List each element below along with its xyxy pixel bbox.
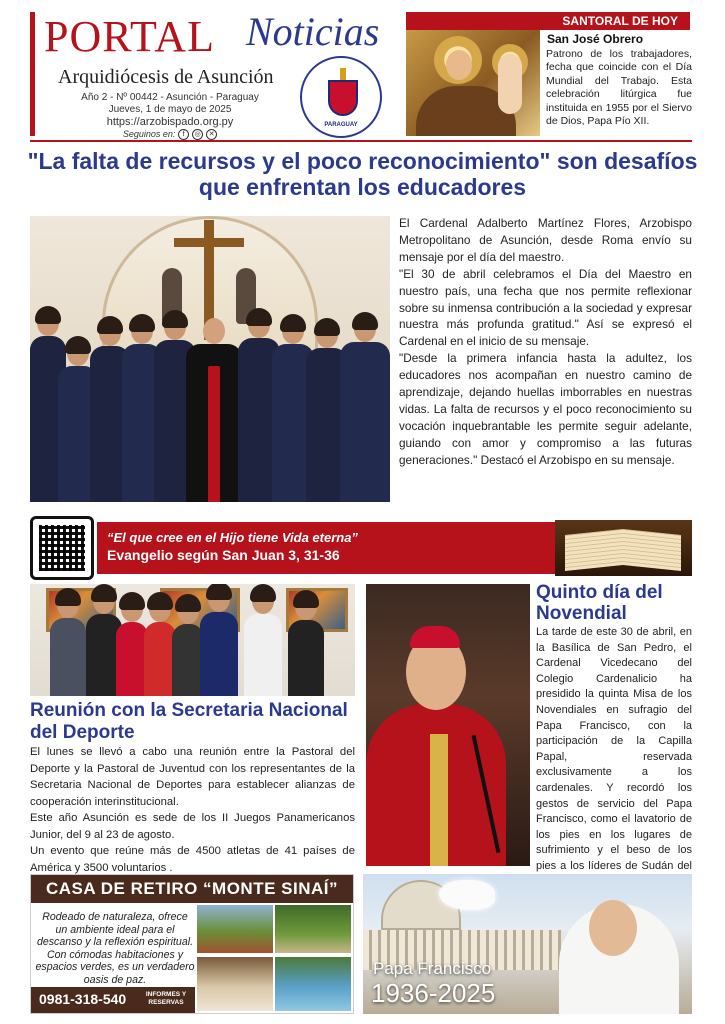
teachers-group-photo: [30, 216, 390, 502]
santoral-text: Patrono de los trabajadores, fecha que coincide con el Día Mundial del Trabajo. Esta celebración litúrgica fue instituida en 1955 por el Siervo de Dios, Papa Pío XII.: [546, 48, 692, 128]
masthead-meta: [64, 92, 276, 141]
retreat-phone[interactable]: 0981-318-540: [39, 991, 127, 1007]
pope-name: Papa Francisco: [373, 959, 492, 978]
x-icon[interactable]: ✕: [206, 129, 217, 140]
masthead-divider: [30, 140, 692, 142]
main-article-body: [399, 215, 692, 469]
retreat-photo-pool: [275, 957, 351, 1011]
retreat-house-text: Rodeado de naturaleza, ofrece un ambiente ideal para el descanso y la reflexión espiritual. Con cómodas habitaciones y espacios verdes, es un verdadero oasis de paz.: [35, 911, 195, 986]
pope-francis-tribute: [363, 874, 692, 1014]
masthead-subtitle: Arquidiócesis de Asunción: [58, 66, 274, 88]
main-article-p3: "Desde la primera infancia hasta la adultez, los educadores nos acompañan en nuestro camino de aprendizaje, dejando huellas imborrables en nuestras vidas. La falta de recursos y el poco reconocimiento su vocación inquebrantable les permite seguir adelante, guiando con amor y compromiso a las futuras generaciones." Destacó el Arzobispo en su mensaje.: [399, 351, 692, 467]
gospel-banner: [97, 522, 597, 574]
sports-article-p1: El lunes se llevó a cabo una reunión entre la Pastoral del Deporte y la Pastoral de Juventud con los representantes de la Secretaria Nacional de Deportes para establecer alianzas de cooperación interinstitucional.: [30, 746, 355, 808]
retreat-info-label: INFORMES Y RESERVAS: [145, 991, 187, 1006]
main-article-p2: "El 30 de abril celebramos el Día del Maestro en nuestro país, una fecha que nos permite reflexionar sobre su inmensa contribución a la sociedad y expresar nuestra más profunda gratitud." Así se expresó el Cardenal en el inicio de su mensaje.: [399, 266, 692, 349]
retreat-photo-hall: [197, 957, 273, 1011]
sports-article-title: Reunión con la Secretaria Nacional del Deporte: [30, 700, 348, 743]
santoral-image: [406, 30, 540, 136]
sports-article-body: [30, 744, 355, 876]
masthead-noticias: Noticias: [246, 9, 380, 54]
follow-label: Seguinos en:: [122, 129, 176, 139]
date-line: Jueves, 1 de mayo de 2025: [108, 104, 232, 115]
masthead-accent-bar: [30, 12, 35, 136]
archdiocese-seal: [300, 56, 382, 138]
retreat-photo-chapel: [197, 905, 273, 953]
novendial-title: Quinto día del Novendial: [536, 582, 663, 624]
retreat-photo-forest: [275, 905, 351, 953]
qr-code[interactable]: [30, 516, 94, 580]
santoral-header: SANTORAL DE HOY: [406, 12, 690, 30]
bible-image: [555, 520, 692, 576]
edition-line: Año 2 - Nº 00442 - Asunción - Paraguay: [81, 92, 259, 103]
masthead-portal-text: PORTAL: [44, 12, 215, 61]
seal-label: PARAGUAY: [324, 122, 358, 128]
cardinal-photo: [366, 584, 530, 866]
main-article-p1: El Cardenal Adalberto Martínez Flores, Arzobispo Metropolitano de Asunción, desde Roma envío su mensaje por el día del maestro.: [399, 216, 692, 264]
pope-years: 1936-2025: [371, 978, 496, 1008]
instagram-icon[interactable]: ◎: [192, 129, 203, 140]
retreat-house-title: CASA DE RETIRO “MONTE SINAÍ”: [31, 875, 353, 903]
sports-meeting-photo: [30, 584, 355, 696]
santoral-saint-name: San José Obrero: [547, 32, 644, 46]
retreat-house-ad[interactable]: [30, 874, 354, 1014]
facebook-icon[interactable]: f: [178, 129, 189, 140]
novendial-body: La tarde de este 30 de abril, en la Basílica de San Pedro, el Cardenal Vicedecano del Colegio Cardenalicio ha presidido la quinta Misa de los Novendiales en sufragio del Papa Francisco, con la participación de la Capilla Papal, reservada exclusivamente a los cardenales. Y recordó los gestos de servicio del Papa Francisco, como el lavatorio de los pies en los lugares de sufrimiento y el beso de los pies a los líderes de Sudán del: [536, 626, 692, 872]
main-headline: "La falta de recursos y el poco reconocimiento" son desafíos que enfrentan los educadores: [27, 148, 698, 200]
masthead-portal-logo: [44, 12, 215, 62]
sports-article-p2: Este año Asunción es sede de los II Juegos Panamericanos Junior, del 9 al 23 de agosto.: [30, 812, 355, 841]
sports-article-p3: Un evento que reúne más de 4500 atletas de 41 países de América y 3500 voluntarios .: [30, 845, 355, 874]
retreat-contact-bar: [31, 987, 195, 1013]
url-link[interactable]: https://arzobispado.org.py: [106, 116, 234, 128]
gospel-quote: “El que cree en el Hijo tiene Vida eterna”: [107, 530, 358, 545]
seal-shield-icon: [328, 80, 358, 116]
gospel-reference: Evangelio según San Juan 3, 31-36: [107, 547, 340, 563]
